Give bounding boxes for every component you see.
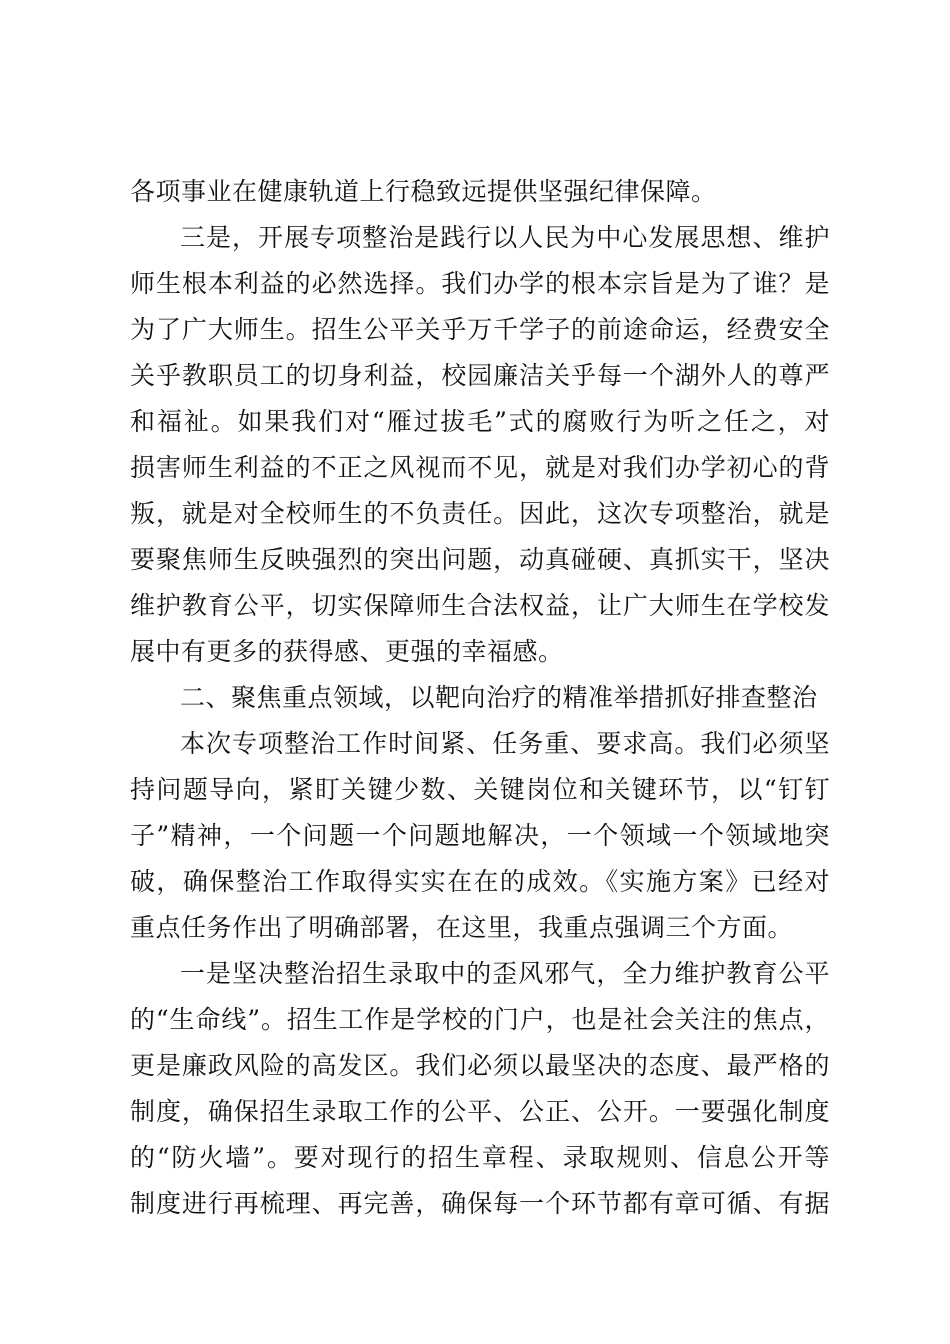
text-line: 更是廉政风险的高发区。我们必须以最坚决的态度、最严格的 bbox=[130, 1051, 830, 1080]
text-line: 二、聚焦重点领域，以靶向治疗的精准举措抓好排查整治 bbox=[180, 683, 818, 712]
text-line: 本次专项整治工作时间紧、任务重、要求高。我们必须坚 bbox=[180, 729, 830, 758]
text-line: 破，确保整治工作取得实实在在的成效。《实施方案》已经对 bbox=[130, 867, 830, 896]
text-line: 制度进行再梳理、再完善，确保每一个环节都有章可循、有据 bbox=[130, 1189, 830, 1218]
text-line: 展中有更多的获得感、更强的幸福感。 bbox=[130, 637, 564, 666]
body-text bbox=[130, 169, 830, 1227]
text-line: 叛，就是对全校师生的不负责任。因此，这次专项整治，就是 bbox=[130, 499, 830, 528]
text-line: 师生根本利益的必然选择。我们办学的根本宗旨是为了谁？是 bbox=[130, 269, 830, 298]
text-line: 各项事业在健康轨道上行稳致远提供坚强纪律保障。 bbox=[130, 177, 717, 206]
text-line: 子”精神，一个问题一个问题地解决，一个领域一个领域地突 bbox=[130, 821, 830, 850]
text-line: 要聚焦师生反映强烈的突出问题，动真碰硬、真抓实干，坚决 bbox=[130, 545, 830, 574]
text-line: 和福祉。如果我们对“雁过拔毛”式的腐败行为听之任之，对 bbox=[130, 407, 830, 436]
text-line: 关乎教职员工的切身利益，校园廉洁关乎每一个湖外人的尊严 bbox=[130, 361, 830, 390]
text-line: 制度，确保招生录取工作的公平、公正、公开。一要强化制度 bbox=[130, 1097, 830, 1126]
text-line: 损害师生利益的不正之风视而不见，就是对我们办学初心的背 bbox=[130, 453, 830, 482]
text-line: 的“防火墙”。要对现行的招生章程、录取规则、信息公开等 bbox=[130, 1143, 830, 1172]
text-line: 重点任务作出了明确部署，在这里，我重点强调三个方面。 bbox=[130, 913, 794, 942]
text-line: 三是，开展专项整治是践行以人民为中心发展思想、维护 bbox=[180, 223, 830, 252]
text-line: 维护教育公平，切实保障师生合法权益，让广大师生在学校发 bbox=[130, 591, 830, 620]
text-line: 为了广大师生。招生公平关乎万千学子的前途命运，经费安全 bbox=[130, 315, 830, 344]
text-line: 的“生命线”。招生工作是学校的门户，也是社会关注的焦点， bbox=[130, 1005, 830, 1034]
text-line: 持问题导向，紧盯关键少数、关键岗位和关键环节，以“钉钉 bbox=[130, 775, 830, 804]
text-line: 一是坚决整治招生录取中的歪风邪气，全力维护教育公平 bbox=[180, 959, 830, 988]
